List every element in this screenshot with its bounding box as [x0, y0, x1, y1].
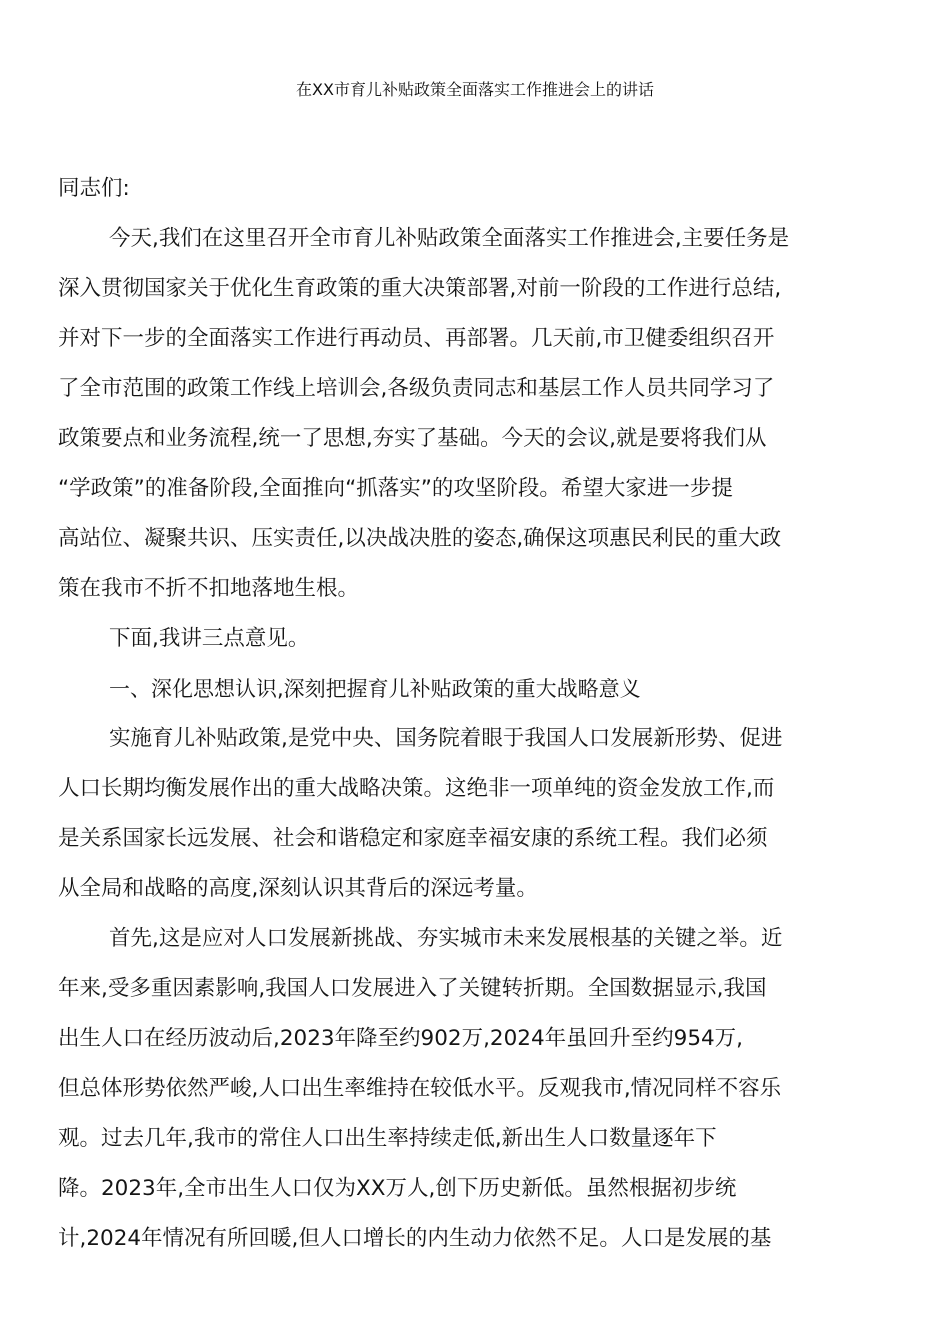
- paragraph-line: 策在我市不折不扣地落地生根。: [58, 576, 360, 601]
- paragraph-line: 并对下一步的全面落实工作进行再动员、再部署。几天前,市卫健委组织召开: [58, 326, 775, 351]
- section-heading: 一、深化思想认识,深刻把握育儿补贴政策的重大战略意义: [109, 677, 641, 701]
- paragraph-line: 首先,这是应对人口发展新挑战、夯实城市未来发展根基的关键之举。近: [109, 926, 783, 951]
- document-body: [58, 164, 898, 1264]
- paragraph-line: 年来,受多重因素影响,我国人口发展进入了关键转折期。全国数据显示,我国: [58, 976, 767, 1001]
- paragraph-line: 今天,我们在这里召开全市育儿补贴政策全面落实工作推进会,主要任务是: [109, 226, 790, 251]
- paragraph-line: 降。2023年,全市出生人口仅为XX万人,创下历史新低。虽然根据初步统: [58, 1176, 737, 1201]
- paragraph-line: 人口长期均衡发展作出的重大战略决策。这绝非一项单纯的资金发放工作,而: [58, 776, 775, 801]
- paragraph-line: 计,2024年情况有所回暖,但人口增长的内生动力依然不足。人口是发展的基: [58, 1226, 772, 1251]
- paragraph-line: 观。过去几年,我市的常住人口出生率持续走低,新出生人口数量逐年下: [58, 1126, 717, 1151]
- paragraph-line: 下面,我讲三点意见。: [109, 626, 310, 651]
- paragraph-line: 但总体形势依然严峻,人口出生率维持在较低水平。反观我市,情况同样不容乐: [58, 1076, 782, 1101]
- paragraph-line: 了全市范围的政策工作线上培训会,各级负责同志和基层工作人员共同学习了: [58, 376, 775, 401]
- paragraph-line: 政策要点和业务流程,统一了思想,夯实了基础。今天的会议,就是要将我们从: [58, 426, 767, 451]
- document-title: 在XX市育儿补贴政策全面落实工作推进会上的讲话: [296, 80, 654, 99]
- paragraph-line: 深入贯彻国家关于优化生育政策的重大决策部署,对前一阶段的工作进行总结,: [58, 276, 782, 301]
- paragraph-line: 高站位、凝聚共识、压实责任,以决战决胜的姿态,确保这项惠民利民的重大政: [58, 526, 782, 551]
- paragraph-line: 是关系国家长远发展、社会和谐稳定和家庭幸福安康的系统工程。我们必须: [58, 826, 768, 851]
- paragraph-line: 出生人口在经历波动后,2023年降至约902万,2024年虽回升至约954万,: [58, 1026, 744, 1051]
- paragraph-line: 从全局和战略的高度,深刻认识其背后的深远考量。: [58, 876, 538, 901]
- greeting: 同志们:: [58, 176, 130, 201]
- paragraph-line: “学政策”的准备阶段,全面推向“抓落实”的攻坚阶段。希望大家进一步提: [58, 476, 733, 501]
- paragraph-line: 实施育儿补贴政策,是党中央、国务院着眼于我国人口发展新形势、促进: [109, 726, 783, 751]
